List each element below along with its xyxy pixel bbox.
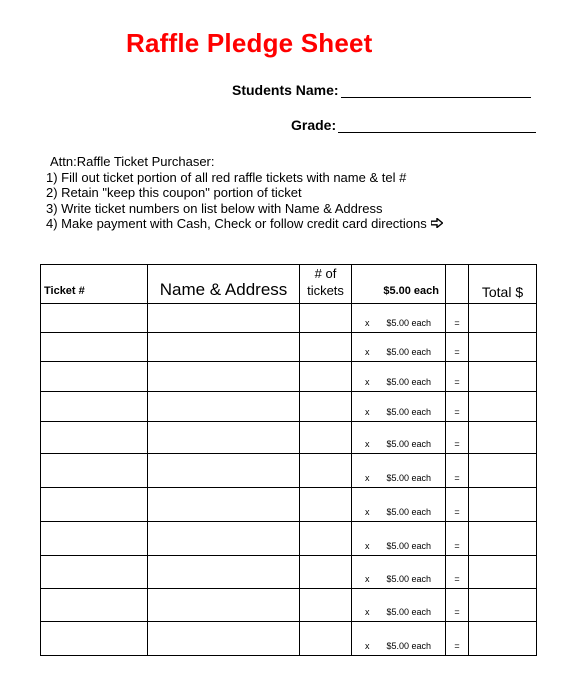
header-price: $5.00 each (373, 265, 446, 304)
ticket-count-cell[interactable] (300, 488, 352, 522)
name-address-cell[interactable] (148, 622, 300, 656)
table-row (41, 454, 537, 488)
instruction-step-2: 2) Retain "keep this coupon" portion of ticket (46, 185, 302, 201)
multiply-sign: x (352, 622, 373, 656)
total-cell[interactable] (469, 454, 537, 488)
ticket-number-cell[interactable] (41, 622, 148, 656)
multiply-sign: x (352, 522, 373, 556)
name-address-cell[interactable] (148, 304, 300, 333)
equals-sign: = (446, 422, 469, 454)
price-each: $5.00 each (373, 362, 446, 392)
ticket-count-cell[interactable] (300, 556, 352, 589)
multiply-sign: x (352, 304, 373, 333)
total-cell[interactable] (469, 488, 537, 522)
ticket-count-cell[interactable] (300, 622, 352, 656)
total-cell[interactable] (469, 362, 537, 392)
grade-field (291, 117, 536, 133)
instructions (46, 154, 443, 232)
table-row (41, 522, 537, 556)
price-each: $5.00 each (373, 488, 446, 522)
ticket-number-cell[interactable] (41, 304, 148, 333)
equals-sign: = (446, 454, 469, 488)
page-title: Raffle Pledge Sheet (126, 28, 373, 58)
ticket-number-cell[interactable] (41, 488, 148, 522)
grade-label: Grade: (291, 117, 337, 133)
instruction-step-4: 4) Make payment with Cash, Check or follow credit card directions (46, 216, 427, 232)
price-each: $5.00 each (373, 422, 446, 454)
name-address-cell[interactable] (148, 556, 300, 589)
header-count-line2: tickets (307, 283, 344, 298)
multiply-sign: x (352, 556, 373, 589)
total-cell[interactable] (469, 622, 537, 656)
table-row (41, 488, 537, 522)
equals-sign: = (446, 304, 469, 333)
multiply-sign: x (352, 488, 373, 522)
name-address-cell[interactable] (148, 589, 300, 622)
total-cell[interactable] (469, 422, 537, 454)
multiply-sign: x (352, 454, 373, 488)
equals-sign: = (446, 522, 469, 556)
multiply-sign: x (352, 589, 373, 622)
price-each: $5.00 each (373, 622, 446, 656)
multiply-sign: x (352, 333, 373, 362)
equals-sign: = (446, 589, 469, 622)
equals-sign: = (446, 556, 469, 589)
students-name-label: Students Name: (232, 82, 339, 98)
price-each: $5.00 each (373, 304, 446, 333)
ticket-count-cell[interactable] (300, 304, 352, 333)
table-row (41, 556, 537, 589)
total-cell[interactable] (469, 392, 537, 422)
ticket-number-cell[interactable] (41, 589, 148, 622)
total-cell[interactable] (469, 522, 537, 556)
arrow-right-icon (431, 216, 443, 232)
table-row (41, 422, 537, 454)
students-name-field (232, 82, 531, 98)
multiply-sign: x (352, 392, 373, 422)
table-header-row (41, 265, 537, 304)
instruction-step-3: 3) Write ticket numbers on list below with Name & Address (46, 200, 383, 216)
total-cell[interactable] (469, 556, 537, 589)
table-row (41, 622, 537, 656)
equals-sign: = (446, 488, 469, 522)
grade-input-line[interactable] (338, 118, 536, 133)
header-multiply-blank (352, 265, 373, 304)
ticket-number-cell[interactable] (41, 422, 148, 454)
instructions-heading: Attn:Raffle Ticket Purchaser: (50, 154, 215, 169)
name-address-cell[interactable] (148, 522, 300, 556)
ticket-count-cell[interactable] (300, 392, 352, 422)
name-address-cell[interactable] (148, 454, 300, 488)
equals-sign: = (446, 392, 469, 422)
ticket-number-cell[interactable] (41, 556, 148, 589)
price-each: $5.00 each (373, 556, 446, 589)
name-address-cell[interactable] (148, 422, 300, 454)
price-each: $5.00 each (373, 522, 446, 556)
ticket-count-cell[interactable] (300, 333, 352, 362)
ticket-number-cell[interactable] (41, 333, 148, 362)
ticket-count-cell[interactable] (300, 454, 352, 488)
ticket-number-cell[interactable] (41, 522, 148, 556)
price-each: $5.00 each (373, 454, 446, 488)
table-row (41, 362, 537, 392)
ticket-count-cell[interactable] (300, 589, 352, 622)
multiply-sign: x (352, 422, 373, 454)
ticket-count-cell[interactable] (300, 422, 352, 454)
total-cell[interactable] (469, 589, 537, 622)
price-each: $5.00 each (373, 589, 446, 622)
equals-sign: = (446, 622, 469, 656)
equals-sign: = (446, 362, 469, 392)
name-address-cell[interactable] (148, 362, 300, 392)
ticket-count-cell[interactable] (300, 522, 352, 556)
ticket-number-cell[interactable] (41, 454, 148, 488)
total-cell[interactable] (469, 333, 537, 362)
price-each: $5.00 each (373, 392, 446, 422)
table-row (41, 304, 537, 333)
header-total: Total $ (469, 265, 537, 304)
total-cell[interactable] (469, 304, 537, 333)
price-each: $5.00 each (373, 333, 446, 362)
instruction-step-1: 1) Fill out ticket portion of all red raffle tickets with name & tel # (46, 169, 407, 185)
name-address-cell[interactable] (148, 488, 300, 522)
header-equals-blank (446, 265, 469, 304)
header-name-address: Name & Address (148, 265, 300, 304)
table-row (41, 333, 537, 362)
name-address-cell[interactable] (148, 392, 300, 422)
table-row (41, 392, 537, 422)
ticket-count-cell[interactable] (300, 362, 352, 392)
students-name-input-line[interactable] (341, 83, 531, 98)
pledge-table (40, 264, 537, 656)
instruction-step-4-line (46, 216, 443, 232)
header-ticket: Ticket # (41, 265, 148, 304)
table-row (41, 589, 537, 622)
ticket-number-cell[interactable] (41, 392, 148, 422)
ticket-number-cell[interactable] (41, 362, 148, 392)
name-address-cell[interactable] (148, 333, 300, 362)
multiply-sign: x (352, 362, 373, 392)
header-ticket-count (300, 265, 352, 304)
equals-sign: = (446, 333, 469, 362)
header-count-line1: # of (314, 266, 337, 281)
